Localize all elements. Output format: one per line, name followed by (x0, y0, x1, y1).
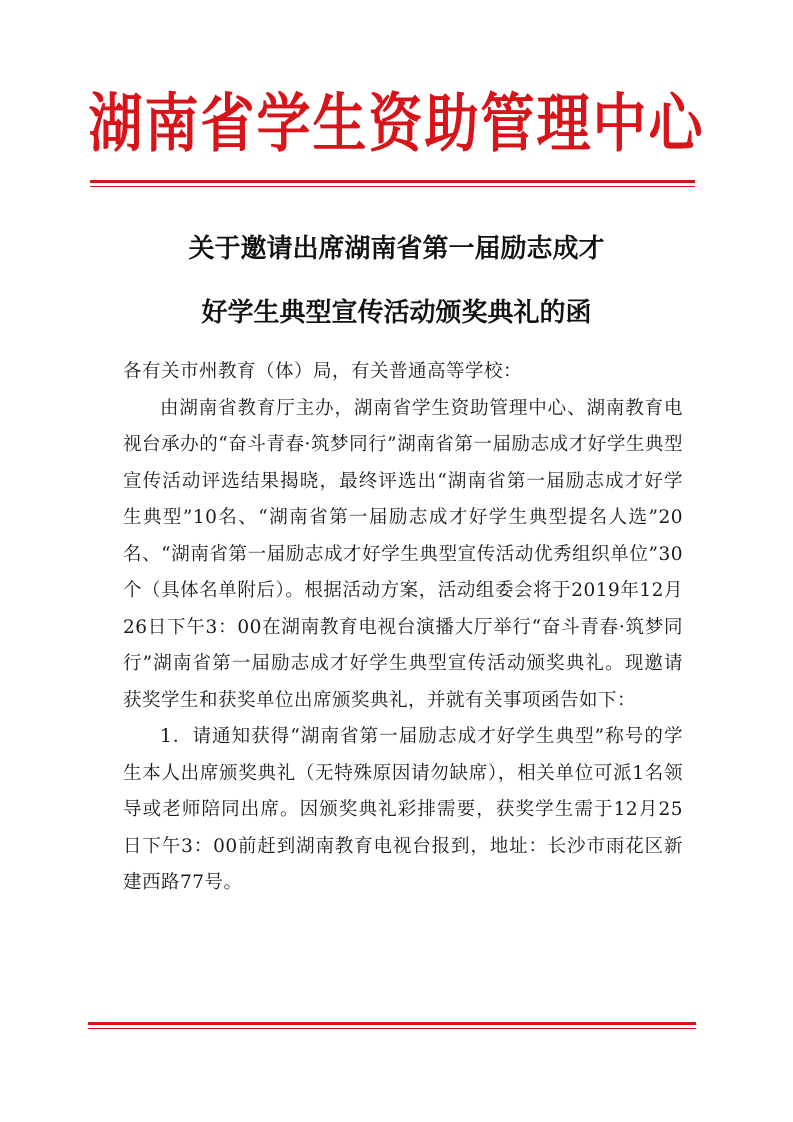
body-paragraph-1: 由湖南省教育厅主办，湖南省学生资助管理中心、湖南教育电视台承办的“奋斗青春·筑梦同行”湖南省第一届励志成才好学生典型宣传活动评选结果揭晓，最终评选出“湖南省第一届励志成才好学生典型”10名、“湖南省第一届励志成才好学生典型提名人选”20名、“湖南省第一届励志成才好学生典型宣传活动优秀组织单位”30个（具体名单附后）。根据活动方案，活动组委会将于2019年12月26日下午3：00在湖南教育电视台演播大厅举行“奋斗青春·筑梦同行”湖南省第一届励志成才好学生典型宣传活动颁奖典礼。现邀请获奖学生和获奖单位出席颁奖典礼，并就有关事项函告如下： (123, 397, 683, 711)
letterhead-red-rule (90, 180, 695, 187)
footer-red-rule (88, 1022, 696, 1029)
letterhead-org-name: 湖南省学生资助管理中心 (88, 86, 705, 162)
salutation: 各有关市州教育（体）局，有关普通高等学校： (123, 361, 523, 382)
rule-thin-line (90, 186, 695, 187)
body-paragraph-2: 1．请通知获得“湖南省第一届励志成才好学生典型”称号的学生本人出席颁奖典礼（无特殊原因请勿缺席），相关单位可派1名领导或老师陪同出席。因颁奖典礼彩排需要，获奖学生需于12月25日下午3：00前赶到湖南教育电视台报到，地址：长沙市雨花区新建西路77号。 (123, 726, 683, 893)
rule-thin-line (88, 1028, 696, 1029)
document-title-line-1: 关于邀请出席湖南省第一届励志成才 (188, 234, 605, 264)
letter-body (123, 354, 683, 902)
document-title-line-2: 好学生典型宣传活动颁奖典礼的函 (201, 298, 592, 328)
